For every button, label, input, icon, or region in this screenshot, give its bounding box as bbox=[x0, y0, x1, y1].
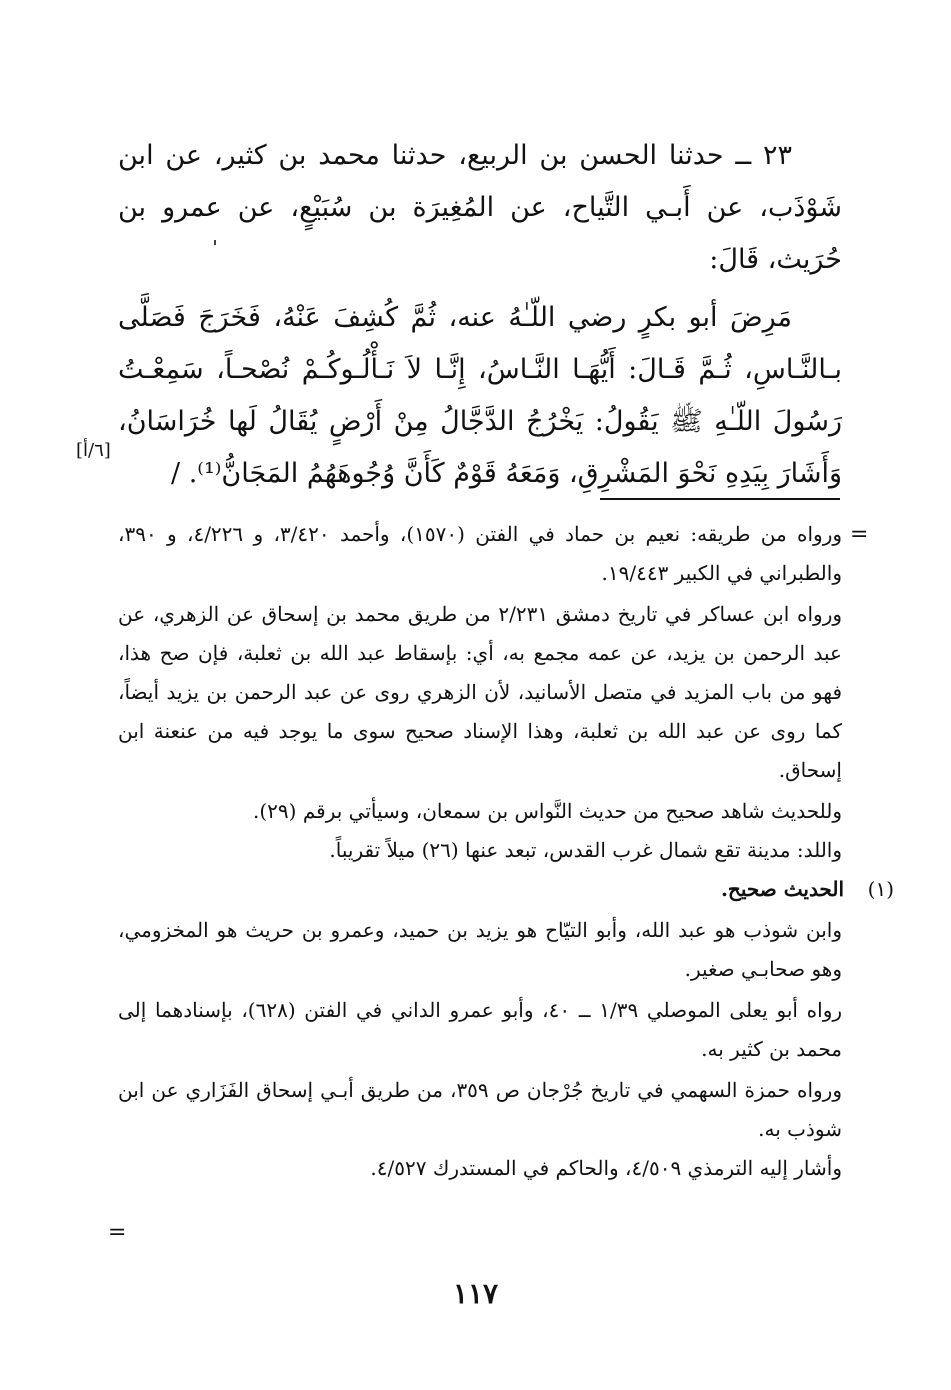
footnote-paragraph: ورواه من طريقه: نعيم بن حماد في الفتن (١٥٧٠)، وأحمد ٣/٤٢٠، و ٤/٢٢٦، و ٣٩٠، والطبراني في الكبير ١٩/٤٤٣. bbox=[118, 522, 843, 585]
hadith-matn: مَرِضَ أبو بكرٍ رضي اللّـٰهُ عنه، ثُمَّ كُشِفَ عَنْهُ، فَخَرَجَ فَصَلَّى بـالنَّـاسِ، ثُـمَّ قَـالَ: أَيُّهَـا النَّـاسُ، إِنَّـا لاَ نَـأْلُـوكُـمْ نُصْحـاً، سَمِعْـتُ رَسُولَ اللّـٰهِ ﷺ يَقُولُ: يَخْرُجُ الدَّجَّالُ مِنْ أَرْضٍ يُقَالُ لَها خُرَاسَانُ، وَأَشَارَ بِيَدِهِ نَحْوَ المَشْرِقِ، وَمَعَهُ قَوْمٌ كَأَنَّ وُجُوهَهُمُ المَجَانُّ⁽¹⁾. / bbox=[118, 302, 842, 489]
continuation-marker-top: = bbox=[850, 522, 869, 547]
footnote-heading bbox=[118, 870, 894, 909]
footnote-paragraph: ورواه ابن عساكر في تاريخ دمشق ٢/٢٣١ من طريق محمد بن إسحاق عن الزهري، عن عبد الرحمن بن يزيد، عن عمه مجمع به، أي: بإسقاط عبد الله بن ثعلبة، فإن صح هذا، فهو من باب المزيد في متصل الأسانيد، لأن الزهري روى عن عبد الرحمن بن يزيد أيضاً، كما روى عن عبد الله بن ثعلبة، وهذا الإسناد صحيح سوى ما يوجد فيه من عنعنة ابن إسحاق. bbox=[118, 602, 843, 782]
hadith-text bbox=[118, 130, 842, 500]
continuation-marker-bottom: = bbox=[108, 1220, 127, 1245]
manuscript-folio-marker: [٦/أ] bbox=[76, 440, 111, 461]
footnote-paragraph: رواه أبو يعلى الموصلي ١/٣٩ ــ ٤٠، وأبو عمرو الداني في الفتن (٦٢٨)، بإسنادهما إلى محمد بن كثير به. bbox=[118, 998, 843, 1061]
footnote-paragraph: وأشار إليه الترمذي ٤/٥٠٩، والحاكم في المستدرك ٤/٥٢٧. bbox=[370, 1156, 842, 1180]
footnote-paragraph: ورواه حمزة السهمي في تاريخ جُرْجان ص ٣٥٩، من طريق أبـي إسحاق الفَزَاري عن ابن شوذب به. bbox=[118, 1078, 842, 1141]
page-number: ١١٧ bbox=[452, 1277, 499, 1310]
footnote-paragraph: وللحديث شاهد صحيح من حديث النَّواس بن سمعان، وسيأتي برقم (٢٩). bbox=[253, 799, 842, 823]
footnote-number: (١) bbox=[867, 877, 894, 901]
footnote-paragraph: واللد: مدينة تقع شمال غرب القدس، تبعد عنها (٢٦) ميلاً تقريباً. bbox=[329, 838, 842, 862]
footnote-separator bbox=[600, 498, 840, 500]
footnote-paragraph: وابن شوذب هو عبد الله، وأبو التيّاح هو يزيد بن حميد، وعمرو بن حريث هو المخزومي، وهو صحابـي صغير. bbox=[118, 918, 842, 981]
footnotes bbox=[118, 515, 894, 1188]
footnote-heading-text: الحديث صحيح. bbox=[720, 877, 844, 901]
hadith-isnad: ٢٣ ــ حدثنا الحسن بن الربيع، حدثنا محمد بن كثير، عن ابن شَوْذَب، عن أَبـي التَّياح، عن المُغِيرَة بن سُبَيْعٍ، عن عمرو بن حُرَيث، قَالَ: bbox=[118, 140, 842, 275]
